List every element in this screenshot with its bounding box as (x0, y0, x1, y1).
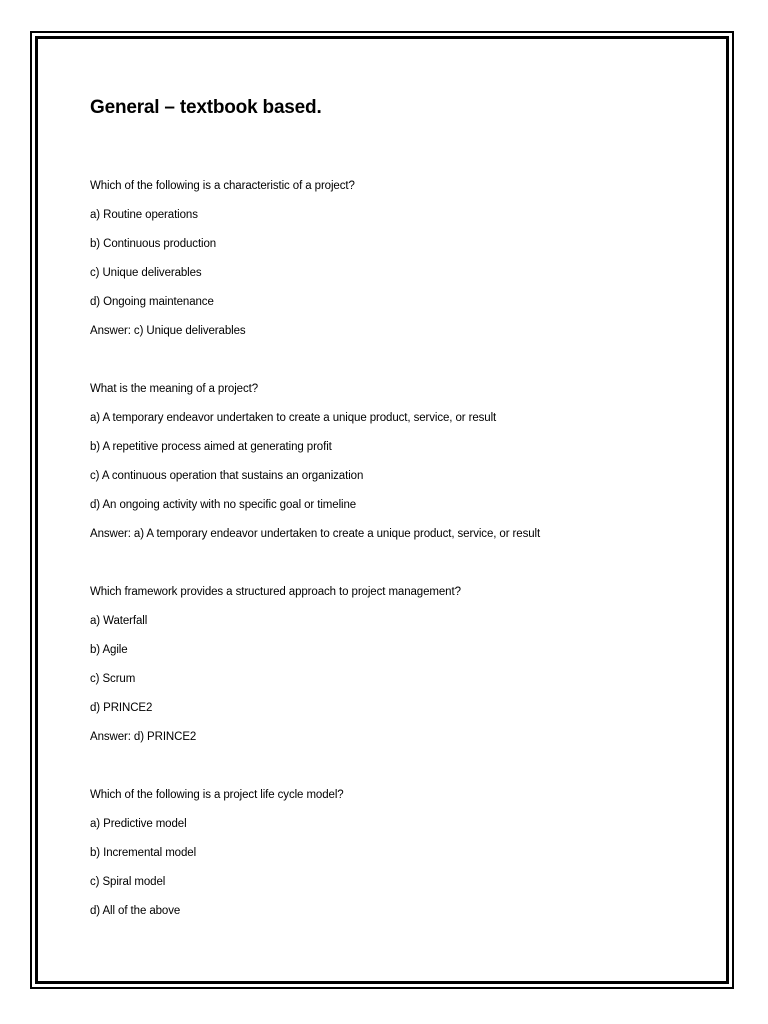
question-text: Which framework provides a structured approach to project management? (90, 586, 461, 598)
option-b: b) Continuous production (90, 238, 217, 250)
option-c: c) Unique deliverables (90, 267, 202, 279)
question-text: Which of the following is a project life cycle model? (90, 789, 344, 801)
answer-text: Answer: d) PRINCE2 (90, 731, 197, 743)
answer-text: Answer: a) A temporary endeavor undertaken to create a unique product, service, or result (90, 528, 541, 540)
question-block-4 (90, 781, 690, 926)
option-c: c) Scrum (90, 673, 136, 685)
option-d: d) Ongoing maintenance (90, 296, 214, 308)
document-title: General – textbook based. (90, 97, 322, 118)
option-d: d) An ongoing activity with no specific goal or timeline (90, 499, 357, 511)
question-block-1 (90, 172, 690, 346)
option-a: a) A temporary endeavor undertaken to create a unique product, service, or result (90, 412, 497, 424)
document-content (90, 94, 690, 955)
option-c: c) Spiral model (90, 876, 166, 888)
option-b: b) Incremental model (90, 847, 197, 859)
option-d: d) PRINCE2 (90, 702, 153, 714)
option-b: b) A repetitive process aimed at generating profit (90, 441, 332, 453)
question-block-3 (90, 578, 690, 752)
question-text: What is the meaning of a project? (90, 383, 259, 395)
question-block-2 (90, 375, 690, 549)
option-a: a) Waterfall (90, 615, 148, 627)
option-d: d) All of the above (90, 905, 181, 917)
option-a: a) Routine operations (90, 209, 198, 221)
option-c: c) A continuous operation that sustains an organization (90, 470, 364, 482)
option-b: b) Agile (90, 644, 128, 656)
question-text: Which of the following is a characteristic of a project? (90, 180, 355, 192)
option-a: a) Predictive model (90, 818, 187, 830)
answer-text: Answer: c) Unique deliverables (90, 325, 246, 337)
